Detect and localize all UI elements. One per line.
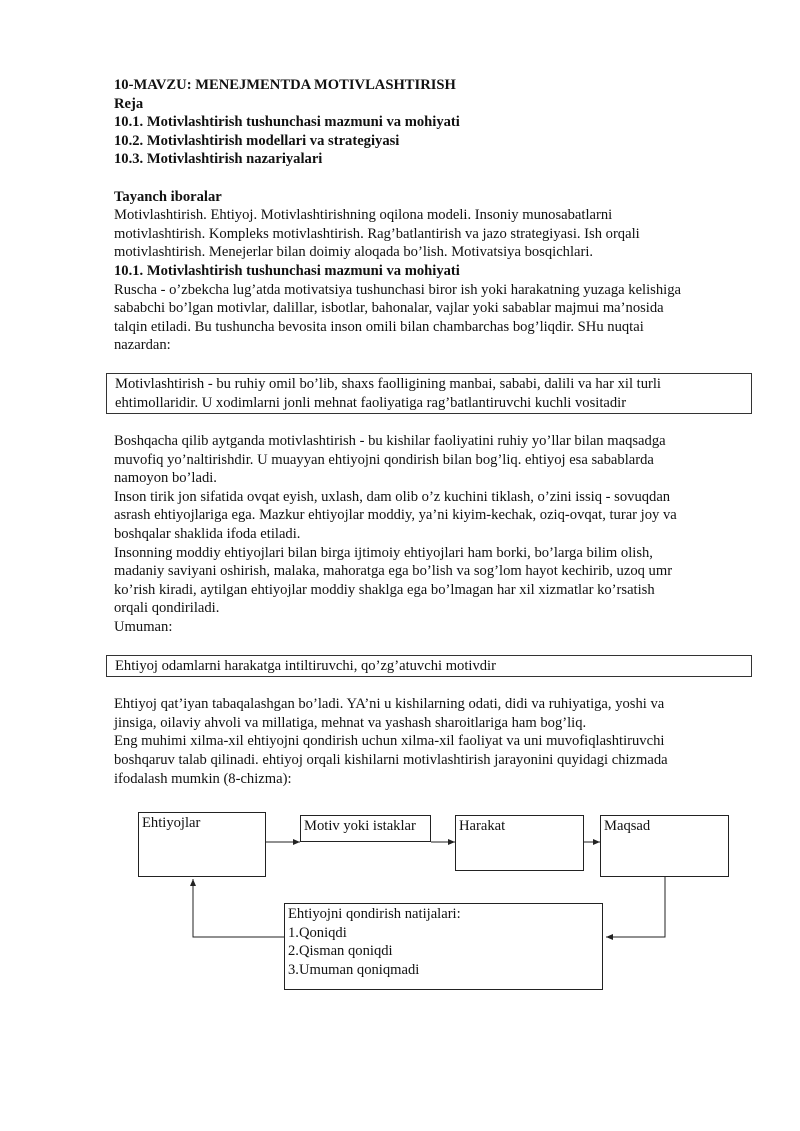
keywords-heading: Tayanch iboralar (114, 188, 222, 205)
definition-line: ehtimollaridir. U xodimlarni jonli mehnat faoliyatiga rag’batlantiruvchi kuchli vositadir (115, 394, 627, 411)
paragraph-line: madaniy saviyani oshirish, malaka, mahoratga ega bo’lish va sog’lom hayot kechirib, uzoq umr (114, 563, 673, 580)
paragraph-line: Ehtiyoj qat’iyan tabaqalashgan bo’ladi. YA’ni u kishilarning odati, didi va ruhiyatiga, yoshi va (114, 696, 665, 713)
plan-item: 10.3. Motivlashtirish nazariyalari (114, 151, 323, 168)
paragraph-line: Ruscha - o’zbekcha lug’atda motivatsiya tushunchasi biror ish yoki harakatning yuzaga kelishiga (114, 281, 681, 298)
paragraph-line: asrash ehtiyojlariga ega. Mazkur ehtiyojlar moddiy, ya’ni kiyim-kechak, oziq-ovqat, turar joy va (114, 507, 677, 524)
paragraph-line: boshqalar shaklida ifoda etiladi. (114, 526, 301, 543)
results-item: 3.Umuman qoniqmadi (288, 961, 420, 978)
paragraph-line: ko’rish kiradi, aytilgan ehtiyojlar moddiy shaklga ega bo’lmagan har xil xizmatlar ko’rsatish (114, 581, 655, 598)
paragraph-line: talqin etiladi. Bu tushuncha bevosita inson omili bilan chambarchas bog’liqdir. SHu nuqtai (114, 318, 644, 335)
need-definition-text: Ehtiyoj odamlarni harakatga intiltiruvchi, qo’zg’atuvchi motivdir (115, 657, 496, 674)
arrow-results-to-needs (193, 879, 284, 937)
node-needs (138, 812, 266, 877)
node-action (455, 815, 584, 871)
definition-box (106, 373, 752, 414)
plan-item: 10.1. Motivlashtirish tushunchasi mazmuni va mohiyati (114, 114, 460, 131)
node-goal (600, 815, 729, 877)
paragraph-line: Inson tirik jon sifatida ovqat eyish, uxlash, dam olib o’z kuchini tiklash, o’zini issiq - sovuqdan (114, 488, 671, 505)
plan-label: Reja (114, 95, 144, 112)
plan-item: 10.2. Motivlashtirish modellari va strategiyasi (114, 132, 400, 149)
keywords-line: motivlashtirish. Kompleks motivlashtirish. Rag’batlantirish va jazo strategiyasi. Ish orqali (114, 225, 640, 242)
node-action-label: Harakat (459, 818, 506, 834)
node-goal-label: Maqsad (604, 818, 651, 834)
keywords-line: motivlashtirish. Menejerlar bilan doimiy aloqada bo’lish. Motivatsiya bosqichlari. (114, 244, 594, 261)
paragraph-line: Boshqacha qilib aytganda motivlashtirish - bu kishilar faoliyatini ruhiy yo’llar bilan maqsadga (114, 433, 666, 450)
keywords-line: Motivlashtirish. Ehtiyoj. Motivlashtirishning oqilona modeli. Insoniy munosabatlarni (114, 207, 613, 224)
results-title: Ehtiyojni qondirish natijalari: (288, 906, 461, 922)
paragraph-line: orqali qondiriladi. (114, 600, 220, 617)
paragraph-line: Insonning moddiy ehtiyojlari bilan birga ijtimoiy ehtiyojlari ham borki, bo’larga bilim olish, (114, 544, 653, 561)
node-needs-label: Ehtiyojlar (142, 815, 201, 831)
paragraph-line: boshqaruv talab qilinadi. ehtiyoj orqali kishilarni motivlashtirish jarayonini quyidagi chizmada (114, 752, 668, 768)
arrow-goal-to-results (606, 877, 665, 937)
paragraph-line: Umuman: (114, 619, 173, 636)
need-definition-box (106, 655, 752, 678)
document-title: 10-MAVZU: MENEJMENTDA MOTIVLASHTIRISH (114, 77, 456, 93)
paragraph-line: jinsiga, oilaviy ahvoli va millatiga, mehnat va yashash sharoitlariga ham bog’liq. (114, 714, 587, 731)
document-page (114, 76, 754, 788)
node-results (284, 903, 603, 990)
paragraph-line: namoyon bo’ladi. (114, 470, 217, 487)
definition-line: Motivlashtirish - bu ruhiy omil bo’lib, shaxs faolligining manbai, sababi, dalili va har xil turli (115, 375, 661, 392)
paragraph-line: sababchi bo’lgan motivlar, dalillar, isbotlar, bahonalar, vajlar yoki sabablar majmui ma’nosida (114, 300, 664, 317)
node-motives-label: Motiv yoki istaklar (304, 818, 416, 834)
results-item: 1.Qoniqdi (288, 924, 347, 941)
paragraph-line: Eng muhimi xilma-xil ehtiyojni qondirish uchun xilma-xil faoliyat va uni muvofiqlashtiruvchi (114, 733, 665, 750)
node-motives (300, 815, 431, 842)
paragraph-line: muvofiq yo’naltirishdir. U muayyan ehtiyojni qondirish bilan bog’liq. ehtiyoj esa sabablarda (114, 451, 654, 468)
section-heading: 10.1. Motivlashtirish tushunchasi mazmuni va mohiyati (114, 262, 460, 279)
paragraph-line: nazardan: (114, 337, 171, 354)
paragraph-line: ifodalash mumkin (8-chizma): (114, 770, 292, 787)
results-item: 2.Qisman qoniqdi (288, 943, 393, 960)
